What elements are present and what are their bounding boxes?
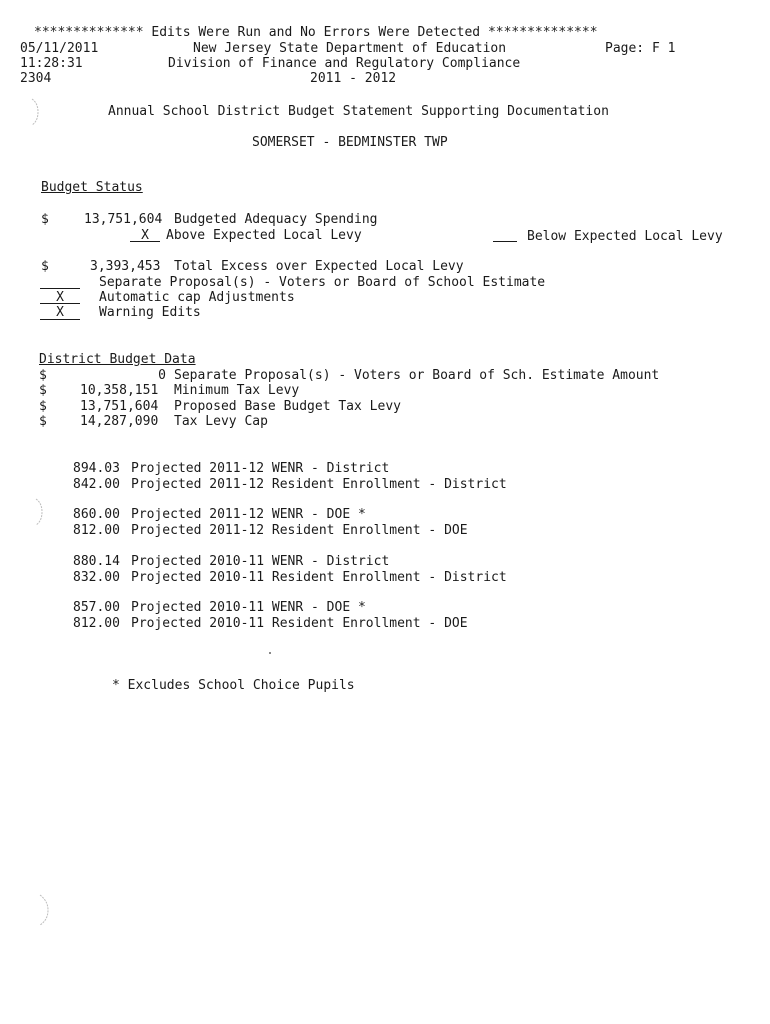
currency-symbol: $	[41, 259, 49, 274]
edit-banner: ************** Edits Were Run and No Errors Were Detected **************	[34, 25, 598, 40]
punch-hole-mark	[26, 97, 40, 127]
warning-edits-label: Warning Edits	[99, 305, 201, 320]
currency-symbol: $	[41, 212, 49, 227]
budget-label: Separate Proposal(s) - Voters or Board of Sch. Estimate Amount	[174, 368, 660, 383]
budget-status-heading: Budget Status	[41, 180, 143, 195]
projection-label: Projected 2010-11 WENR - District	[131, 554, 390, 569]
projection-label: Projected 2010-11 Resident Enrollment - District	[131, 570, 507, 585]
excess-label: Total Excess over Expected Local Levy	[174, 259, 464, 274]
projection-label: Projected 2011-12 WENR - District	[131, 461, 390, 476]
punch-hole-mark	[30, 497, 44, 527]
projection-label: Projected 2011-12 WENR - DOE *	[131, 507, 366, 522]
separate-proposal-checkbox	[40, 288, 80, 289]
projection-label: Projected 2010-11 WENR - DOE *	[131, 600, 366, 615]
budget-amount: 13,751,604	[80, 399, 159, 414]
currency-symbol: $	[39, 383, 47, 398]
projection-value: 832.00	[73, 570, 120, 585]
budget-label: Tax Levy Cap	[174, 414, 268, 429]
report-date: 05/11/2011	[20, 41, 99, 56]
projection-value: 860.00	[73, 507, 120, 522]
adequacy-label: Budgeted Adequacy Spending	[174, 212, 378, 227]
adequacy-amount: 13,751,604	[84, 212, 163, 227]
division-name: Division of Finance and Regulatory Compliance	[168, 56, 521, 71]
excess-amount: 3,393,453	[90, 259, 161, 274]
projection-label: Projected 2011-12 Resident Enrollment - DOE	[131, 523, 468, 538]
district-budget-heading: District Budget Data	[39, 352, 196, 367]
projection-value: 857.00	[73, 600, 120, 615]
projection-label: Projected 2011-12 Resident Enrollment - District	[131, 477, 507, 492]
projection-label: Projected 2010-11 Resident Enrollment - DOE	[131, 616, 468, 631]
cap-adjustments-label: Automatic cap Adjustments	[99, 290, 295, 305]
below-levy-checkbox	[493, 241, 517, 242]
budget-amount: 10,358,151	[80, 383, 159, 398]
projection-value: 812.00	[73, 616, 120, 631]
district-code: 2304	[20, 71, 52, 86]
projection-value: 812.00	[73, 523, 120, 538]
currency-symbol: $	[39, 368, 47, 383]
report-time: 11:28:31	[20, 56, 83, 71]
projection-value: 842.00	[73, 477, 120, 492]
warning-edits-mark: X	[56, 305, 64, 320]
punch-hole-mark	[34, 893, 50, 927]
page-number: Page: F 1	[605, 41, 676, 56]
department-name: New Jersey State Department of Education	[193, 41, 507, 56]
above-levy-mark: X	[141, 228, 149, 243]
speck	[269, 652, 271, 654]
separate-proposal-label: Separate Proposal(s) - Voters or Board of School Estimate	[99, 275, 546, 290]
projection-value: 880.14	[73, 554, 120, 569]
school-year: 2011 - 2012	[310, 71, 397, 86]
footnote: * Excludes School Choice Pupils	[112, 678, 355, 693]
above-levy-label: Above Expected Local Levy	[166, 228, 362, 243]
district-name: SOMERSET - BEDMINSTER TWP	[252, 135, 448, 150]
statement-title: Annual School District Budget Statement Supporting Documentation	[108, 104, 609, 119]
below-levy-label: Below Expected Local Levy	[527, 229, 723, 244]
budget-label: Minimum Tax Levy	[174, 383, 300, 398]
currency-symbol: $	[39, 399, 47, 414]
budget-amount: 14,287,090	[80, 414, 159, 429]
projection-value: 894.03	[73, 461, 120, 476]
budget-amount: 0	[158, 368, 166, 383]
budget-label: Proposed Base Budget Tax Levy	[174, 399, 401, 414]
cap-adjustments-mark: X	[56, 290, 64, 305]
currency-symbol: $	[39, 414, 47, 429]
